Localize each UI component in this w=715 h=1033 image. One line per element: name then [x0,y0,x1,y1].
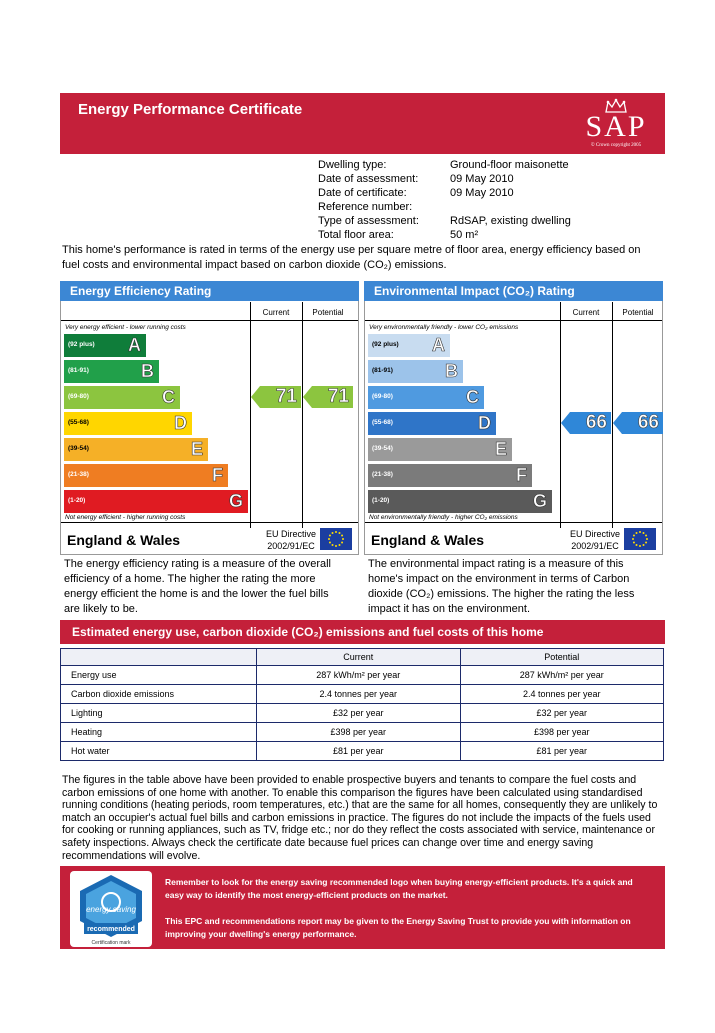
band-letter: D [478,413,491,433]
rating-band-d [64,412,192,435]
table-row [61,742,664,761]
potential-rating-value: 71 [327,386,349,407]
rating-band-f [368,464,532,487]
energy-efficiency-title: Energy Efficiency Rating [60,281,359,301]
band-letter: A [432,335,445,355]
rating-band-f [64,464,228,487]
rating-band-c [64,386,180,409]
band-range: (39-54) [68,445,89,452]
band-range: (55-68) [68,419,89,426]
info-value: 50 m² [450,229,479,241]
band-range: (81-91) [372,367,393,374]
info-value: 09 May 2010 [450,173,514,185]
potential-column-header: Potential [312,308,344,317]
rating-band-b [64,360,159,383]
info-row [318,228,571,242]
row-label: Energy use [61,666,257,685]
energy-efficiency-panel [60,281,359,555]
rating-band-e [64,438,208,461]
potential-cell: £32 per year [460,704,664,723]
current-column-header: Current [262,308,290,317]
dwelling-info [318,158,571,242]
band-letter: G [532,491,547,511]
rating-band-c [368,386,484,409]
info-label: Dwelling type: [318,159,387,171]
banner-line-1: Remember to look for the energy saving recommended logo when buying energy-efficient products. It's a quick and easy way to identify the most energy-efficient products on the market. [165,877,633,900]
rating-band-g [64,490,248,513]
band-range: (55-68) [372,419,393,426]
eu-flag-icon [320,528,352,550]
band-range: (69-80) [68,393,89,400]
certificate-title: Energy Performance Certificate [78,101,303,118]
current-rating-value: 66 [585,412,607,433]
eu-directive [266,528,316,552]
band-range: (1-20) [372,497,390,504]
current-cell: 2.4 tonnes per year [257,685,461,704]
eu-directive-line1: EU Directive [570,529,621,539]
table-row [61,704,664,723]
table-header-row [61,649,664,666]
potential-rating-arrow [613,412,663,434]
info-label: Reference number: [318,201,413,213]
table-row [61,723,664,742]
band-range: (21-38) [372,471,393,478]
current-rating-value: 71 [275,386,297,407]
info-label: Type of assessment: [318,215,419,227]
bottom-note: Not energy efficient - higher running costs [65,514,186,521]
logo-caption: Certification mark [91,940,131,946]
band-range: (92 plus) [372,341,399,348]
band-letter: B [141,361,154,381]
rating-band-e [368,438,512,461]
sap-copyright: © Crown copyright 2005 [590,143,642,148]
sap-logo-text: SAP [585,110,647,143]
table-header-cell: Potential [460,649,664,666]
band-letter: F [516,465,527,485]
info-row [318,158,571,172]
potential-column-header: Potential [622,308,654,317]
table-header-cell: Current [257,649,461,666]
eu-directive-line2: 2002/91/EC [571,541,619,551]
band-letter: C [162,387,175,407]
potential-cell: £81 per year [460,742,664,761]
band-letter: F [212,465,223,485]
eu-directive [570,528,620,552]
band-letter: B [445,361,458,381]
intro-text: This home's performance is rated in terms of the energy use per square metre of floor area, energy efficiency based on fuel costs and environmental impact based on carbon dioxide (CO₂) emissions. [62,244,641,271]
environmental-impact-panel [364,281,663,555]
eu-directive-line1: EU Directive [266,529,317,539]
rating-band-d [368,412,496,435]
current-cell: £32 per year [257,704,461,723]
potential-cell: 2.4 tonnes per year [460,685,664,704]
row-label: Hot water [61,742,257,761]
eu-flag-icon [624,528,656,550]
banner-line-2: This EPC and recommendations report may be given to the Energy Saving Trust to provide you with information on improving your dwelling's energy performance. [165,916,631,939]
info-value: RdSAP, existing dwelling [450,215,571,227]
logo-bottom-text: recommended [87,926,135,933]
country-label: England & Wales [371,532,485,548]
energy-saving-recommended-logo [70,871,152,947]
top-note: Very energy efficient - lower running costs [65,324,186,331]
rating-band-a [368,334,450,357]
band-range: (92 plus) [68,341,95,348]
band-letter: E [190,439,203,459]
environmental-description: The environmental impact rating is a measure of this home's impact on the environment in terms of Carbon dioxide (CO₂) emissions. The higher the rating the less impact it has on the environment. [368,558,635,615]
country-label: England & Wales [67,532,181,548]
row-label: Lighting [61,704,257,723]
rating-band-b [368,360,463,383]
row-label: Carbon dioxide emissions [61,685,257,704]
potential-rating-value: 66 [637,412,659,433]
band-range: (81-91) [68,367,89,374]
info-row [318,214,571,228]
row-label: Heating [61,723,257,742]
energy-saving-banner [60,866,665,949]
band-letter: C [466,387,479,407]
potential-rating-arrow [303,386,353,408]
banner-text [165,876,645,954]
info-label: Date of assessment: [318,173,419,185]
potential-cell: £398 per year [460,723,664,742]
table-row [61,685,664,704]
band-letter: D [174,413,187,433]
environmental-impact-title: Environmental Impact (CO₂) Rating [364,281,663,301]
band-letter: E [494,439,507,459]
potential-cell: 287 kWh/m² per year [460,666,664,685]
current-rating-arrow [251,386,301,408]
info-row [318,186,571,200]
band-letter: G [228,491,243,511]
band-range: (21-38) [68,471,89,478]
current-rating-arrow [561,412,611,434]
band-range: (1-20) [68,497,86,504]
estimate-section-title: Estimated energy use, carbon dioxide (CO₂) emissions and fuel costs of this home [60,620,665,644]
current-column-header: Current [572,308,600,317]
current-cell: £81 per year [257,742,461,761]
rating-band-g [368,490,552,513]
table-row [61,666,664,685]
explanatory-paragraph: The figures in the table above have been provided to enable prospective buyers and tenants to compare the fuel costs and carbon emissions of one home with another. To enable this comparison the figures have been calculated using standardised running conditions (heating periods, room temperatures, etc.) that are the same for all homes, consequently they are unlikely to match an occupier's actual fuel bills and carbon emissions in practice. The figures do not include the impacts of the fuels used for cooking or running appliances, such as TV, fridge etc.; nor do they reflect the costs associated with service, maintenance or safety inspections. Always check the certificate date because fuel prices can change over time and energy saving recommendations will evolve. [62,774,658,862]
efficiency-description: The energy efficiency rating is a measure of the overall efficiency of a home. The higher the rating the more energy efficient the home is and the lower the fuel bills are likely to be. [64,558,331,615]
current-cell: £398 per year [257,723,461,742]
bottom-note: Not environmentally friendly - higher CO₂ emissions [369,514,518,521]
band-letter: A [128,335,141,355]
sap-logo [577,98,655,150]
info-value: Ground-floor maisonette [450,159,569,171]
top-note: Very environmentally friendly - lower CO₂ emissions [369,324,519,331]
eu-directive-line2: 2002/91/EC [267,541,315,551]
info-label: Total floor area: [318,229,394,241]
info-row [318,200,571,214]
info-value: 09 May 2010 [450,187,514,199]
info-label: Date of certificate: [318,187,407,199]
table-header-cell [61,649,257,666]
estimate-table [60,648,664,761]
info-row [318,172,571,186]
certificate-header [60,93,665,154]
current-cell: 287 kWh/m² per year [257,666,461,685]
logo-top-text: energy saving [86,905,136,914]
band-range: (39-54) [372,445,393,452]
band-range: (69-80) [372,393,393,400]
rating-band-a [64,334,146,357]
